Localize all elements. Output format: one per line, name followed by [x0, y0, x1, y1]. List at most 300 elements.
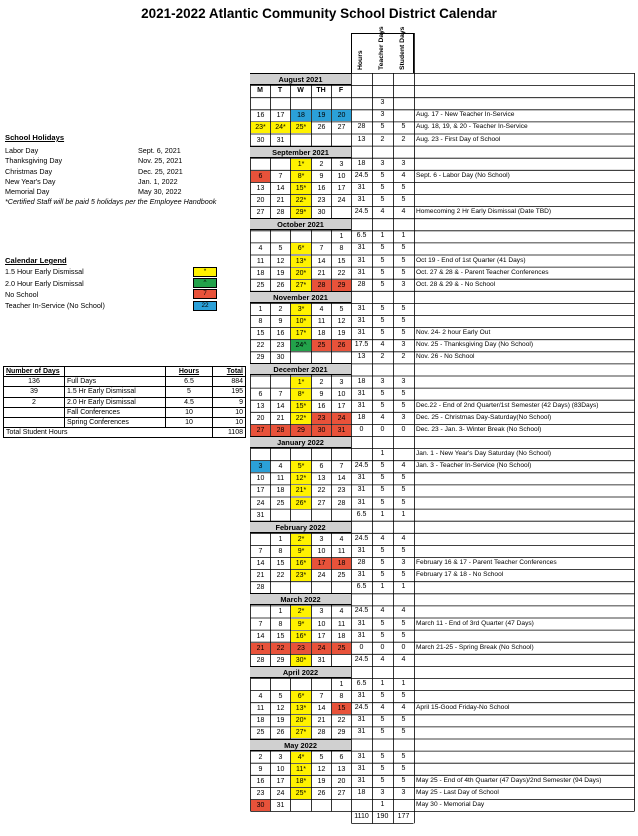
student-days-cell: 3 — [401, 159, 406, 167]
table-cell: 5 — [166, 387, 213, 397]
table-cell — [4, 417, 65, 427]
day-cell: 11 — [317, 318, 326, 325]
day-cell: 21 — [251, 643, 270, 654]
day-cell: 28 — [256, 656, 265, 664]
teacher-days-cell: 5 — [380, 329, 385, 337]
day-cell: 21 — [317, 717, 326, 725]
day-cell: 4 — [258, 693, 263, 701]
day-cell: 5 — [319, 753, 324, 761]
calendar-note: May 25 - End of 4th Quarter (47 Days)/2nd Semester (94 Days) — [416, 776, 602, 784]
day-cell: 28 — [276, 209, 285, 217]
day-cell: 25 — [256, 281, 265, 289]
day-cell: 30 — [317, 209, 326, 217]
day-cell — [332, 449, 351, 460]
student-days-cell: 1 — [401, 232, 406, 240]
holiday-date: Dec. 25, 2021 — [138, 166, 183, 176]
hours-cell: 28 — [357, 280, 366, 288]
student-days-cell: 5 — [401, 123, 406, 131]
month-header: November 2021 — [250, 291, 351, 303]
student-days-cell: 4 — [401, 607, 406, 615]
hours-cell: 0 — [359, 643, 364, 651]
day-cell — [271, 377, 290, 388]
day-cell: 16* — [291, 631, 311, 642]
calendar-note: February 16 & 17 - Parent Teacher Conferences — [416, 559, 557, 566]
page-title: 2021-2022 Atlantic Community School District Calendar — [141, 6, 497, 21]
holiday-name: Memorial Day — [5, 187, 50, 197]
teacher-days-cell: 5 — [380, 571, 385, 579]
day-cell — [291, 582, 311, 593]
student-days-cell: 5 — [401, 692, 406, 700]
student-days-cell: 5 — [401, 752, 406, 760]
teacher-days-cell: 4 — [380, 704, 385, 712]
day-cell: 17 — [337, 184, 346, 192]
day-cell — [271, 449, 290, 460]
day-cell — [312, 135, 331, 146]
teacher-days-cell: 4 — [380, 534, 385, 542]
legend-row — [5, 277, 217, 288]
day-cell: 16* — [291, 558, 311, 569]
weekday-header: M — [257, 87, 263, 95]
day-cell: 7 — [258, 547, 263, 555]
day-cell: 20 — [256, 414, 265, 422]
day-cell — [271, 98, 290, 109]
day-cell: 6* — [291, 691, 311, 702]
student-days-cell: 5 — [401, 571, 406, 579]
day-cell: 16 — [256, 112, 265, 120]
hours-cell — [351, 448, 372, 460]
teacher-days-cell: 0 — [380, 643, 385, 651]
day-cell: 16 — [256, 777, 265, 785]
day-cell: 27 — [251, 425, 270, 436]
day-cell: 21 — [256, 572, 265, 580]
hours-cell: 24.5 — [354, 655, 369, 663]
day-cell: 15* — [291, 401, 311, 412]
legend-title: Calendar Legend — [5, 256, 67, 265]
day-cell: 18 — [337, 632, 346, 640]
day-cell: 7 — [319, 693, 324, 701]
teacher-days-cell: 2 — [380, 353, 385, 361]
student-days-cell: 5 — [401, 486, 406, 494]
legend-row — [5, 300, 217, 311]
hours-cell: 17.5 — [354, 341, 369, 349]
legend-swatch-red: 7 — [193, 289, 217, 299]
student-days-cell: 5 — [401, 183, 406, 191]
teacher-days-cell: 4 — [380, 655, 385, 663]
month-header: April 2022 — [250, 666, 351, 678]
day-cell: 22* — [291, 195, 311, 206]
day-cell — [332, 582, 351, 593]
table-cell — [4, 407, 65, 417]
day-cell: 5* — [291, 461, 311, 472]
day-cell: 26 — [332, 340, 351, 351]
day-cell: 22 — [337, 717, 346, 725]
teacher-days-cell: 5 — [380, 692, 385, 700]
day-cell: 15 — [256, 330, 265, 338]
day-cell — [271, 159, 290, 170]
day-cell: 12 — [337, 318, 346, 325]
calendar-note: Aug. 23 - First Day of School — [416, 135, 501, 143]
calendar-note: May 30 - Memorial Day — [416, 801, 485, 808]
table-row — [4, 377, 246, 387]
holiday-name: New Year's Day — [5, 176, 56, 186]
day-cell: 14 — [337, 475, 346, 483]
student-days-cell: 5 — [401, 389, 406, 397]
day-cell: 10 — [276, 765, 285, 773]
day-cell: 13* — [291, 256, 311, 267]
day-cell: 15 — [276, 632, 285, 640]
hours-cell: 31 — [357, 329, 366, 337]
day-cell: 11 — [337, 547, 346, 555]
day-cell: 27* — [291, 280, 311, 291]
weekday-header: T — [277, 87, 283, 95]
calendar-note: Dec. 23 - Jan. 3- Winter Break (No School) — [416, 425, 542, 433]
teacher-days-cell: 4 — [380, 341, 385, 349]
day-cell: 27 — [337, 124, 346, 132]
day-cell: 20* — [291, 715, 311, 726]
student-days-cell: 1 — [401, 583, 406, 591]
day-cell: 22 — [256, 342, 265, 350]
day-cell: 26* — [291, 498, 311, 509]
day-cell: 26 — [317, 789, 326, 797]
hours-cell: 31 — [357, 764, 366, 772]
day-cell: 24 — [276, 789, 285, 797]
day-cell — [271, 582, 290, 593]
day-cell: 24^ — [291, 340, 311, 351]
day-cell — [312, 352, 331, 363]
student-days-cell: 3 — [401, 559, 406, 566]
teacher-days-cell: 3 — [380, 788, 385, 796]
day-cell: 2 — [319, 160, 324, 168]
day-cell: 3 — [319, 608, 324, 616]
day-cell: 23 — [312, 413, 331, 424]
day-cell: 3 — [278, 753, 283, 761]
day-cell: 10 — [256, 475, 265, 483]
calendar-legend — [5, 266, 217, 312]
day-cell: 24* — [271, 122, 290, 133]
day-cell: 27 — [337, 789, 346, 797]
teacher-days-cell: 5 — [380, 546, 385, 554]
day-cell: 3 — [339, 160, 344, 168]
teacher-days-cell: 0 — [380, 425, 385, 433]
teacher-days-cell: 2 — [380, 135, 385, 143]
calendar-note: Oct 19 - End of 1st Quarter (41 Days) — [416, 256, 526, 264]
day-cell — [271, 679, 290, 690]
day-cell: 4 — [258, 245, 263, 253]
day-cell: 21 — [276, 414, 285, 422]
hours-cell: 31 — [357, 776, 366, 784]
day-cell — [271, 231, 290, 242]
holiday-name: Labor Day — [5, 146, 39, 155]
day-cell: 17 — [312, 558, 331, 569]
teacher-days-cell: 5 — [380, 716, 385, 724]
day-cell: 18 — [317, 330, 326, 338]
day-cell: 2 — [319, 378, 324, 386]
teacher-days-cell: 3 — [380, 99, 385, 107]
day-cell: 13 — [337, 765, 346, 773]
day-cell: 8* — [291, 171, 311, 182]
student-days-cell: 5 — [401, 329, 406, 337]
day-cell: 22 — [337, 269, 346, 277]
student-days-cell — [393, 97, 414, 109]
hours-cell: 6.5 — [356, 232, 367, 240]
day-cell: 4 — [339, 535, 344, 543]
day-cell: 13 — [256, 402, 265, 410]
day-cell: 12 — [317, 765, 326, 773]
teacher-days-cell: 5 — [380, 474, 385, 482]
teacher-days-cell: 4 — [380, 413, 385, 421]
hours-cell: 31 — [357, 256, 366, 264]
day-cell: 12 — [276, 257, 285, 265]
student-days-cell: 4 — [401, 462, 406, 470]
day-cell: 25 — [312, 340, 331, 351]
teacher-days-cell: 5 — [380, 559, 385, 566]
day-cell: 8* — [291, 389, 311, 400]
day-cell — [332, 510, 351, 521]
hours-cell: 24.5 — [354, 534, 369, 542]
weekday-header: W — [297, 87, 304, 95]
day-cell: 17 — [276, 777, 285, 785]
student-days-cell: 5 — [401, 304, 406, 312]
month-header: May 2022 — [250, 739, 351, 751]
day-cell: 16 — [317, 402, 326, 410]
teacher-days-cell: 3 — [380, 111, 385, 119]
day-cell: 6 — [251, 171, 270, 182]
student-days-cell: 5 — [401, 498, 406, 506]
day-cell: 28 — [337, 499, 346, 507]
header-number-of-days: Number of Days — [4, 367, 65, 377]
table-cell: 2.0 Hr Early Dismissal — [65, 397, 166, 407]
hours-cell: 31 — [357, 244, 366, 252]
day-cell: 23 — [337, 487, 346, 495]
day-cell — [251, 231, 270, 242]
holiday-row — [5, 187, 216, 197]
hours-cell: 24.5 — [354, 704, 369, 712]
day-cell: 30* — [291, 655, 311, 666]
day-cell: 11 — [276, 475, 285, 483]
day-cell — [332, 135, 351, 146]
teacher-days-cell: 5 — [380, 498, 385, 506]
day-cell — [251, 606, 270, 617]
hours-cell: 31 — [357, 546, 366, 554]
table-cell: 10 — [166, 417, 213, 427]
teacher-days-cell: 5 — [380, 631, 385, 639]
day-cell — [251, 449, 270, 460]
day-cell: 19 — [337, 330, 346, 338]
day-cell: 14 — [317, 257, 326, 265]
day-cell: 26 — [276, 729, 285, 737]
day-cell: 29 — [276, 656, 285, 664]
holiday-row — [5, 146, 216, 156]
day-cell: 14 — [317, 705, 326, 713]
student-days-cell: 3 — [401, 377, 406, 385]
hours-cell: 31 — [357, 389, 366, 397]
hours-cell: 13 — [357, 135, 366, 143]
hours-cell: 24.5 — [354, 171, 369, 179]
teacher-days-cell: 5 — [380, 752, 385, 760]
teacher-days-cell: 1 — [380, 583, 385, 591]
day-cell — [251, 534, 270, 545]
day-cell: 3 — [319, 535, 324, 543]
hours-cell: 0 — [359, 425, 364, 433]
student-days-cell: 4 — [401, 704, 406, 712]
day-cell: 17 — [317, 632, 326, 640]
day-cell: 11 — [337, 620, 346, 628]
day-cell: 14 — [276, 402, 285, 410]
day-cell: 24 — [332, 413, 351, 424]
hours-cell: 31 — [357, 401, 366, 409]
holiday-date: May 30, 2022 — [138, 187, 182, 197]
teacher-days-cell: 5 — [380, 171, 385, 179]
student-days-cell: 5 — [401, 716, 406, 724]
teacher-days-cell: 1 — [380, 450, 385, 458]
day-cell — [291, 449, 311, 460]
day-cell: 14 — [276, 184, 285, 192]
day-cell: 9* — [291, 546, 311, 557]
day-cell: 8 — [278, 620, 283, 628]
teacher-days-cell: 5 — [380, 123, 385, 131]
day-cell: 29 — [337, 729, 346, 737]
weekday-header: F — [338, 87, 344, 95]
holiday-date: Jan. 1, 2022 — [138, 176, 178, 186]
table-cell: Full Days — [65, 377, 166, 387]
day-cell: 11 — [256, 257, 265, 265]
teacher-days-cell: 5 — [380, 256, 385, 264]
day-cell — [332, 352, 351, 363]
table-row — [4, 397, 246, 407]
hours-cell: 31 — [357, 196, 366, 203]
student-days-cell: 0 — [401, 425, 406, 433]
teacher-days-cell: 5 — [380, 268, 385, 276]
day-cell: 10 — [317, 620, 326, 628]
hours-cell: 31 — [357, 692, 366, 700]
student-days-cell: 2 — [401, 353, 406, 361]
total-student-days-cell: 177 — [397, 813, 410, 821]
day-cell: 1 — [258, 305, 263, 313]
day-cell: 2* — [291, 534, 311, 545]
hours-cell: 24.5 — [354, 462, 369, 470]
day-cell: 10 — [317, 547, 326, 555]
day-cell: 15 — [332, 703, 351, 714]
day-cell: 24 — [256, 499, 265, 507]
hours-cell: 18 — [357, 788, 366, 796]
day-cell: 17 — [337, 402, 346, 410]
day-cell — [312, 449, 331, 460]
day-cell: 27 — [317, 499, 326, 507]
header-hours: Hours — [166, 367, 213, 377]
day-cell: 13* — [291, 703, 311, 714]
day-cell: 19 — [276, 717, 285, 725]
day-cell: 4 — [278, 463, 283, 471]
day-cell: 27 — [256, 209, 265, 217]
table-header-row — [4, 367, 246, 377]
legend-label: 1.5 Hour Early Dismissal — [5, 267, 84, 277]
day-cell: 21 — [276, 197, 285, 204]
day-cell: 14 — [256, 560, 265, 567]
hours-cell: 31 — [357, 268, 366, 276]
student-days-cell: 4 — [401, 208, 406, 216]
day-cell — [271, 510, 290, 521]
table-cell: 6.5 — [166, 377, 213, 387]
day-cell: 1* — [291, 377, 311, 388]
day-cell: 23* — [251, 122, 270, 133]
total-hours-cell: 1110 — [354, 813, 369, 821]
weekday-header: TH — [316, 87, 326, 95]
student-days-cell: 5 — [401, 196, 406, 203]
hours-cell: 31 — [357, 304, 366, 312]
day-cell — [291, 352, 311, 363]
teacher-days-cell: 1 — [380, 232, 385, 240]
day-cell: 8 — [258, 318, 263, 325]
day-cell: 18 — [256, 717, 265, 725]
day-cell: 6 — [319, 463, 324, 471]
day-cell: 31 — [317, 656, 326, 664]
calendar-note: Sept. 6 - Labor Day (No School) — [416, 171, 510, 179]
holiday-name: Christmas Day — [5, 166, 53, 176]
hours-cell: 31 — [357, 183, 366, 191]
day-cell: 12* — [291, 473, 311, 484]
teacher-days-cell: 4 — [380, 607, 385, 615]
calendar-note: Jan. 3 - Teacher In-Service (No School) — [416, 462, 532, 470]
day-cell: 5 — [278, 693, 283, 701]
calendar-note: March 21-25 - Spring Break (No School) — [416, 643, 534, 651]
day-cell: 17 — [256, 487, 265, 495]
day-cell: 31 — [276, 802, 285, 809]
day-cell: 16 — [317, 184, 326, 192]
teacher-days-cell: 3 — [380, 377, 385, 385]
teacher-days-cell: 5 — [380, 196, 385, 203]
student-days-cell: 5 — [401, 317, 406, 324]
day-cell — [312, 231, 331, 242]
day-cell: 1 — [339, 681, 344, 688]
month-header: August 2021 — [250, 73, 351, 85]
day-cell: 25 — [337, 572, 346, 580]
student-days-cell — [393, 799, 414, 811]
month-header: September 2021 — [250, 146, 351, 158]
day-cell: 18 — [256, 269, 265, 277]
day-cell: 30 — [276, 354, 285, 362]
day-cell: 7 — [278, 172, 283, 180]
teacher-days-cell: 5 — [380, 401, 385, 409]
day-cell: 18* — [291, 776, 311, 787]
teacher-days-cell: 5 — [380, 244, 385, 252]
calendar-note: Nov. 24- 2 hour Early Out — [416, 329, 491, 337]
day-cell: 10 — [337, 390, 346, 398]
day-cell: 1 — [339, 233, 344, 241]
student-days-cell: 3 — [401, 788, 406, 796]
table-cell: 10 — [166, 407, 213, 417]
day-cell: 10* — [291, 316, 311, 327]
day-cell: 20 — [332, 110, 351, 121]
hours-cell: 18 — [357, 413, 366, 421]
hours-cell — [351, 97, 372, 109]
day-cell: 25 — [276, 499, 285, 507]
day-cell — [251, 377, 270, 388]
day-cell: 31 — [332, 425, 351, 436]
day-cell — [251, 98, 270, 109]
day-cell: 2 — [278, 305, 283, 313]
table-cell: 39 — [4, 387, 65, 397]
day-cell: 4 — [339, 608, 344, 616]
month-header: March 2022 — [250, 593, 351, 605]
day-cell: 2 — [258, 753, 263, 761]
teacher-days-cell: 1 — [380, 680, 385, 687]
teacher-days-cell: 5 — [380, 619, 385, 627]
calendar-note: Dec. 25 - Christmas Day-Saturday(No School) — [416, 413, 552, 421]
month-header: October 2021 — [250, 218, 351, 230]
student-days-cell — [393, 448, 414, 460]
calendar-note: Oct. 28 & 29 & - No School — [416, 280, 496, 288]
day-cell: 18 — [276, 487, 285, 495]
